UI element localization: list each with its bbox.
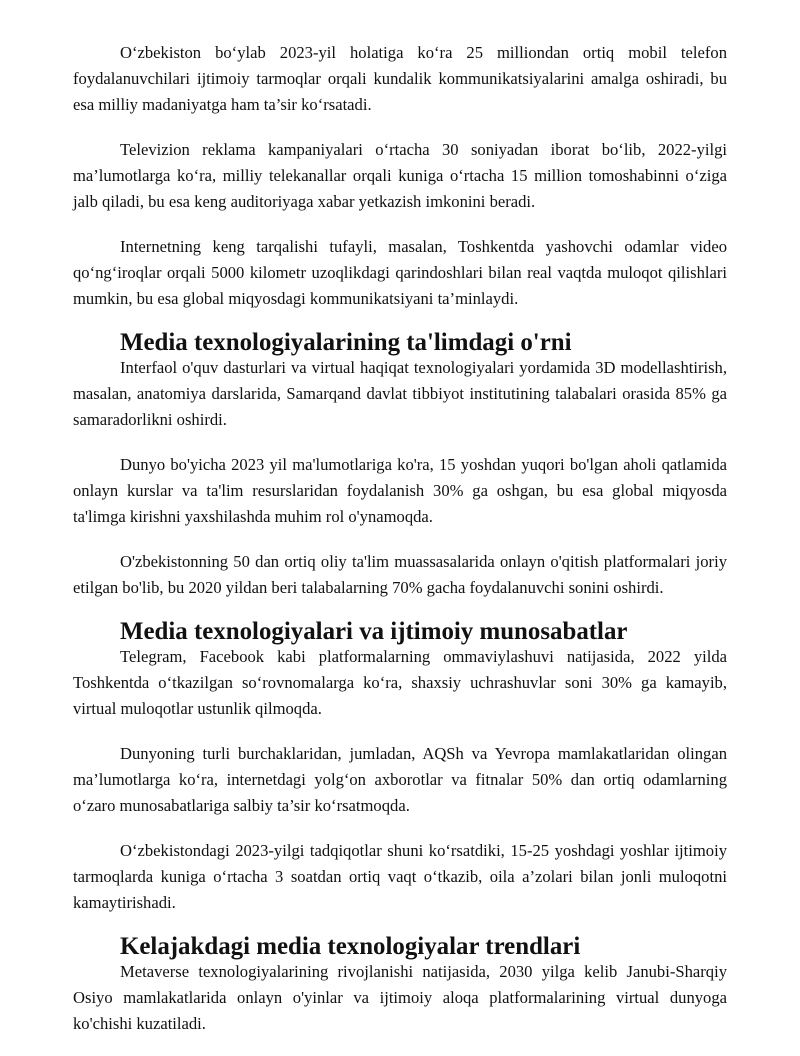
document-page bbox=[73, 40, 727, 1056]
paragraph: O'zbekistonning 50 dan ortiq oliy ta'lim muassasalarida onlayn o'qitish platformalari joriy etilgan bo'lib, bu 2020 yildan beri talabalarning 70% gacha foydalanuvchi sonini oshirdi. bbox=[73, 552, 727, 597]
paragraph: Telegram, Facebook kabi platformalarning ommaviylashuvi natijasida, 2022 yilda Toshkentda o‘tkazilgan so‘rovnomalarga ko‘ra, shaxsiy uchrashuvlar soni 30% ga kamayib, virtual muloqotlar ustunlik qilmoqda. bbox=[73, 647, 727, 718]
section-heading: Media texnologiyalarining ta'limdagi o'rni bbox=[120, 329, 572, 356]
paragraph: Dunyo bo'yicha 2023 yil ma'lumotlariga ko'ra, 15 yoshdan yuqori bo'lgan aholi qatlamida onlayn kurslar va ta'lim resurslaridan foydalanish 30% ga oshgan, bu esa global miqyosda ta'limga kirishni yaxshilashda muhim rol o'ynamoqda. bbox=[73, 455, 727, 526]
section-heading: Kelajakdagi media texnologiyalar trendlari bbox=[120, 933, 581, 960]
paragraph: Metaverse texnologiyalarining rivojlanishi natijasida, 2030 yilga kelib Janubi-Sharqiy Osiyo mamlakatlarida onlayn o'yinlar va ijtimoiy aloqa platformalarining virtual dunyoga ko'chishi kuzatiladi. bbox=[73, 962, 727, 1033]
paragraph: O‘zbekistondagi 2023-yilgi tadqiqotlar shuni ko‘rsatdiki, 15-25 yoshdagi yoshlar ijtimoiy tarmoqlarda kuniga o‘rtacha 3 soatdan ortiq vaqt o‘tkazib, oila a’zolari bilan jonli muloqotni kamaytirishadi. bbox=[73, 841, 727, 912]
paragraph: Dunyoning turli burchaklaridan, jumladan, AQSh va Yevropa mamlakatlaridan olingan ma’lumotlarga ko‘ra, internetdagi yolg‘on axborotlar va fitnalar 50% dan ortiq odamlarning o‘zaro munosabatlariga salbiy ta’sir ko‘rsatmoqda. bbox=[73, 744, 727, 815]
paragraph: Internetning keng tarqalishi tufayli, masalan, Toshkentda yashovchi odamlar video qo‘ng‘iroqlar orqali 5000 kilometr uzoqlikdagi qarindoshlari bilan real vaqtda muloqot qilishlari mumkin, bu esa global miqyosdagi kommunikatsiyani ta’minlaydi. bbox=[73, 237, 727, 308]
paragraph: Interfaol o'quv dasturlari va virtual haqiqat texnologiyalari yordamida 3D modellashtirish, masalan, anatomiya darslarida, Samarqand davlat tibbiyot institutining talabalari orasida 85% ga samaradorlikni oshirdi. bbox=[73, 358, 727, 429]
paragraph: O‘zbekiston bo‘ylab 2023-yil holatiga ko‘ra 25 milliondan ortiq mobil telefon foydalanuvchilari ijtimoiy tarmoqlar orqali kundalik kommunikatsiyalarini amalga oshiradi, bu esa milliy madaniyatga ham ta’sir ko‘rsatadi. bbox=[73, 43, 727, 114]
section-heading: Media texnologiyalari va ijtimoiy munosabatlar bbox=[120, 618, 628, 645]
paragraph: Televizion reklama kampaniyalari o‘rtacha 30 soniyadan iborat bo‘lib, 2022-yilgi ma’lumotlarga ko‘ra, milliy telekanallar orqali kuniga o‘rtacha 15 million tomoshabinni o‘ziga jalb qiladi, bu esa keng auditoriyaga xabar yetkazish imkonini beradi. bbox=[73, 140, 727, 211]
